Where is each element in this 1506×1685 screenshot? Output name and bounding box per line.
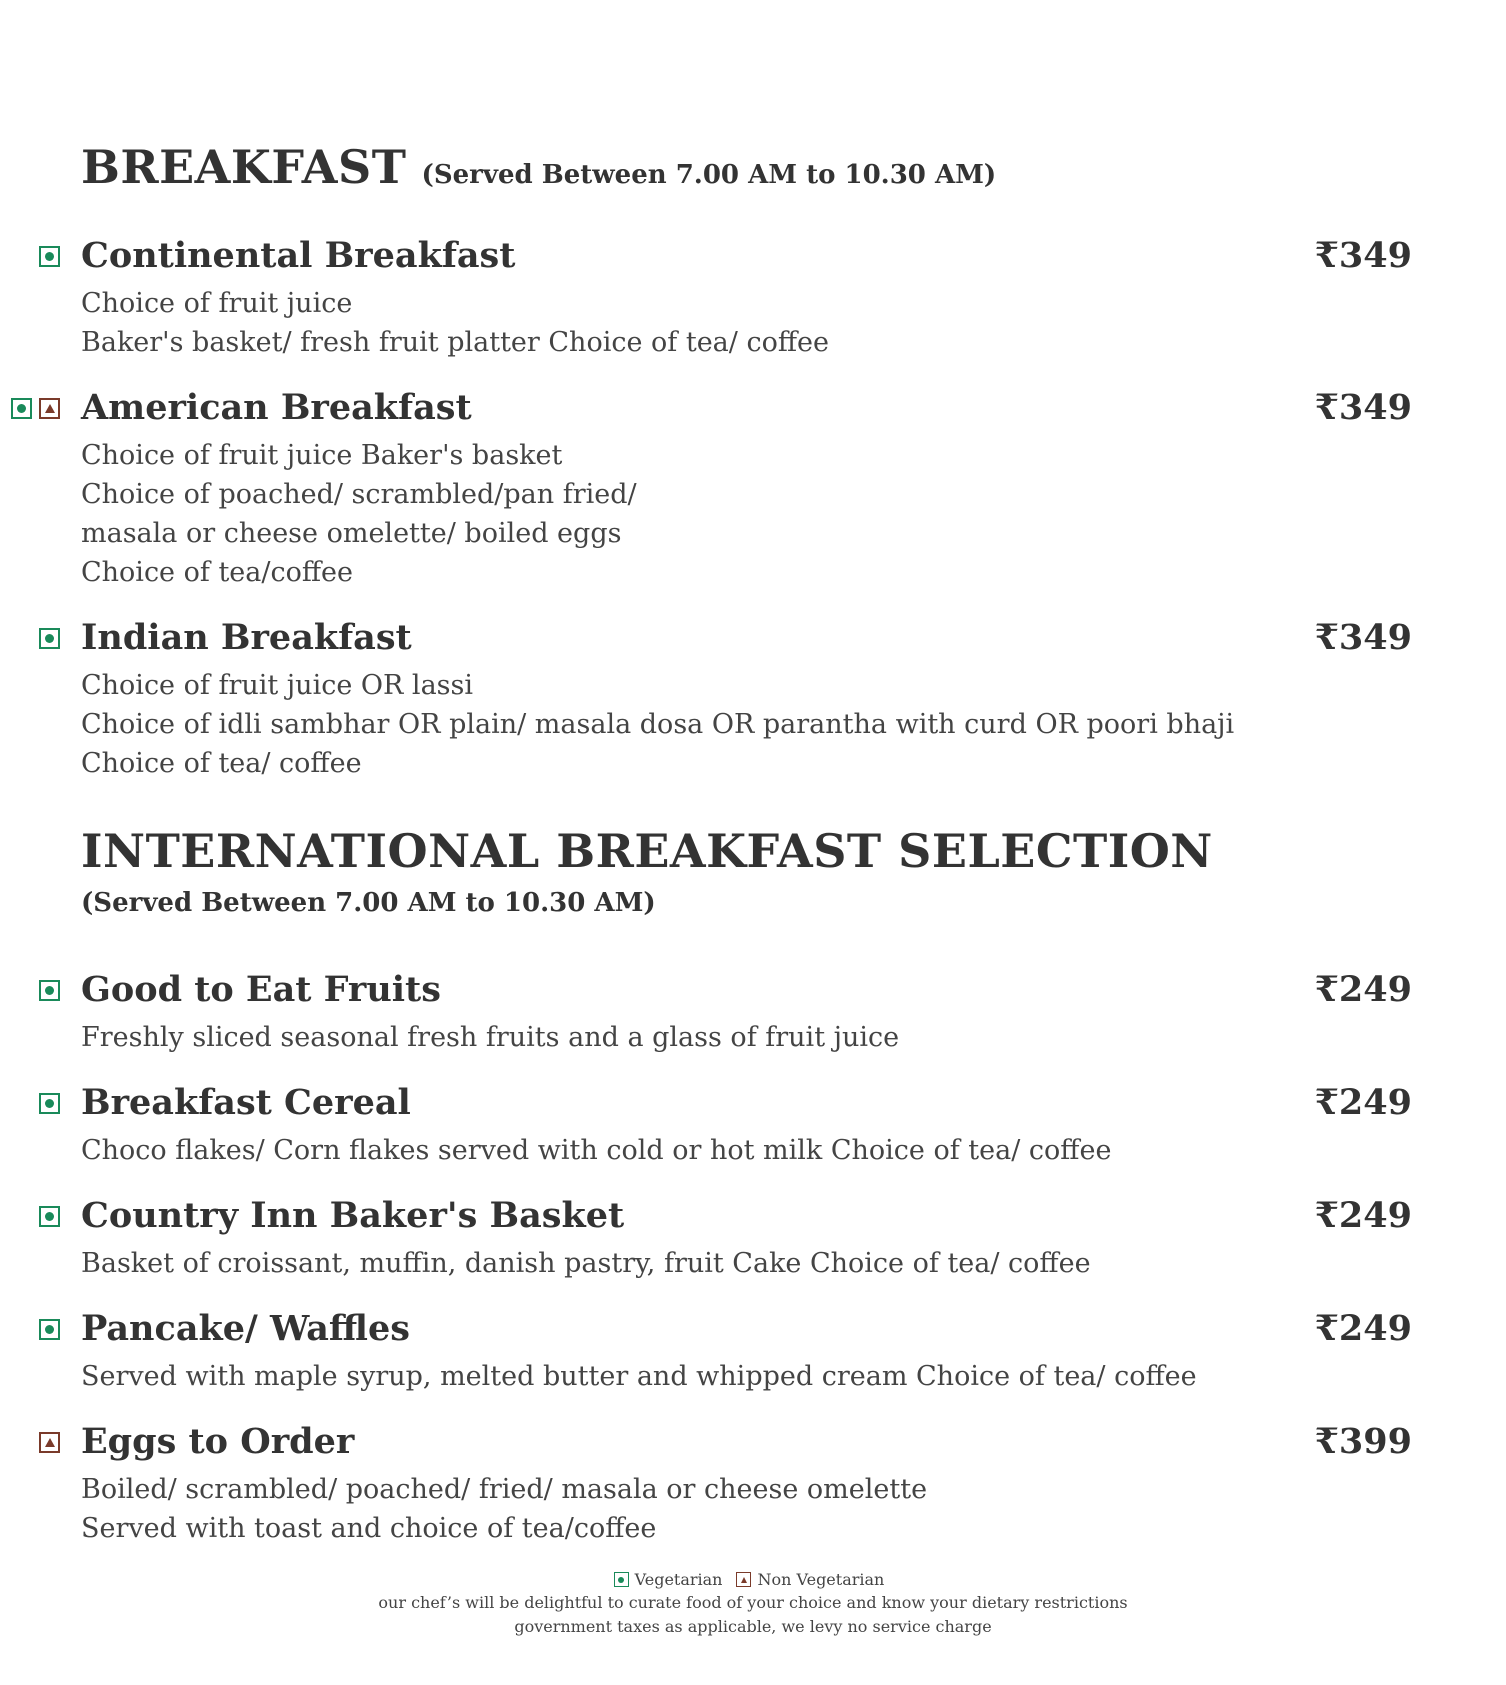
item-description (81, 1131, 1111, 1170)
diet-icons (39, 1206, 60, 1228)
non-veg-icon (39, 1432, 60, 1453)
item-description (81, 1244, 1091, 1283)
description-line: Served with maple syrup, melted butter and whipped cream Choice of tea/ coffee (81, 1361, 1197, 1392)
diet-icons (11, 398, 60, 420)
item-price: ₹249 (1314, 969, 1412, 1010)
non-veg-icon (736, 1572, 751, 1587)
item-name: Continental Breakfast (81, 235, 516, 276)
legend (0, 1570, 1506, 1637)
legend-nonveg-label: Non Vegetarian (757, 1570, 885, 1589)
description-line: Baker's basket/ fresh fruit platter Choice of tea/ coffee (81, 327, 829, 358)
item-price: ₹249 (1314, 1308, 1412, 1349)
veg-icon (614, 1572, 629, 1587)
item-name: American Breakfast (81, 387, 472, 428)
description-line: Choice of tea/ coffee (81, 748, 362, 779)
item-description (81, 1357, 1197, 1396)
description-line: Boiled/ scrambled/ poached/ fried/ masala or cheese omelette (81, 1474, 928, 1505)
legend-tax-note: government taxes as applicable, we levy no service charge (514, 1617, 992, 1636)
veg-icon (39, 246, 60, 267)
item-price: ₹349 (1314, 617, 1412, 658)
description-line: Choice of idli sambhar OR plain/ masala dosa OR parantha with curd OR poori bhaji (81, 709, 1235, 740)
diet-icons (39, 980, 60, 1002)
item-price: ₹349 (1314, 235, 1412, 276)
section-subtitle: (Served Between 7.00 AM to 10.30 AM) (421, 160, 997, 190)
item-name: Breakfast Cereal (81, 1082, 411, 1123)
description-line: Choice of fruit juice OR lassi (81, 670, 474, 701)
item-name: Country Inn Baker's Basket (81, 1195, 625, 1236)
item-price: ₹249 (1314, 1082, 1412, 1123)
section-title: INTERNATIONAL BREAKFAST SELECTION (81, 824, 1213, 878)
diet-icons (39, 1319, 60, 1341)
item-description (81, 284, 829, 362)
description-line: Choice of tea/coffee (81, 557, 353, 588)
description-line: Choice of fruit juice Baker's basket (81, 440, 563, 471)
legend-veg-label: Vegetarian (634, 1570, 723, 1589)
section-title: BREAKFAST (81, 140, 407, 194)
description-line: Choice of poached/ scrambled/pan fried/ (81, 479, 637, 510)
item-name: Eggs to Order (81, 1421, 355, 1462)
description-line: Freshly sliced seasonal fresh fruits and a glass of fruit juice (81, 1022, 900, 1053)
international-section-header (81, 824, 1213, 918)
diet-icons (39, 628, 60, 650)
veg-icon (11, 398, 32, 419)
diet-icons (39, 246, 60, 268)
veg-icon (39, 1093, 60, 1114)
item-price: ₹249 (1314, 1195, 1412, 1236)
diet-icons (39, 1432, 60, 1454)
item-name: Good to Eat Fruits (81, 969, 441, 1010)
description-line: Choice of fruit juice (81, 288, 353, 319)
item-name: Pancake/ Waffles (81, 1308, 410, 1349)
description-line: Basket of croissant, muffin, danish pastry, fruit Cake Choice of tea/ coffee (81, 1248, 1091, 1279)
item-description (81, 436, 637, 592)
description-line: Served with toast and choice of tea/coffee (81, 1513, 657, 1544)
item-description (81, 666, 1234, 783)
item-name: Indian Breakfast (81, 617, 412, 658)
breakfast-section-header (81, 140, 996, 194)
veg-icon (39, 628, 60, 649)
veg-icon (39, 1206, 60, 1227)
item-description (81, 1018, 899, 1057)
item-price: ₹349 (1314, 387, 1412, 428)
section-subtitle: (Served Between 7.00 AM to 10.30 AM) (81, 888, 656, 918)
legend-note: our chef’s will be delightful to curate food of your choice and know your dietary restrictions (378, 1593, 1128, 1612)
description-line: masala or cheese omelette/ boiled eggs (81, 518, 622, 549)
description-line: Choco flakes/ Corn flakes served with cold or hot milk Choice of tea/ coffee (81, 1135, 1112, 1166)
veg-icon (39, 980, 60, 1001)
diet-icons (39, 1093, 60, 1115)
item-price: ₹399 (1314, 1421, 1412, 1462)
item-description (81, 1470, 927, 1548)
veg-icon (39, 1319, 60, 1340)
non-veg-icon (39, 398, 60, 419)
